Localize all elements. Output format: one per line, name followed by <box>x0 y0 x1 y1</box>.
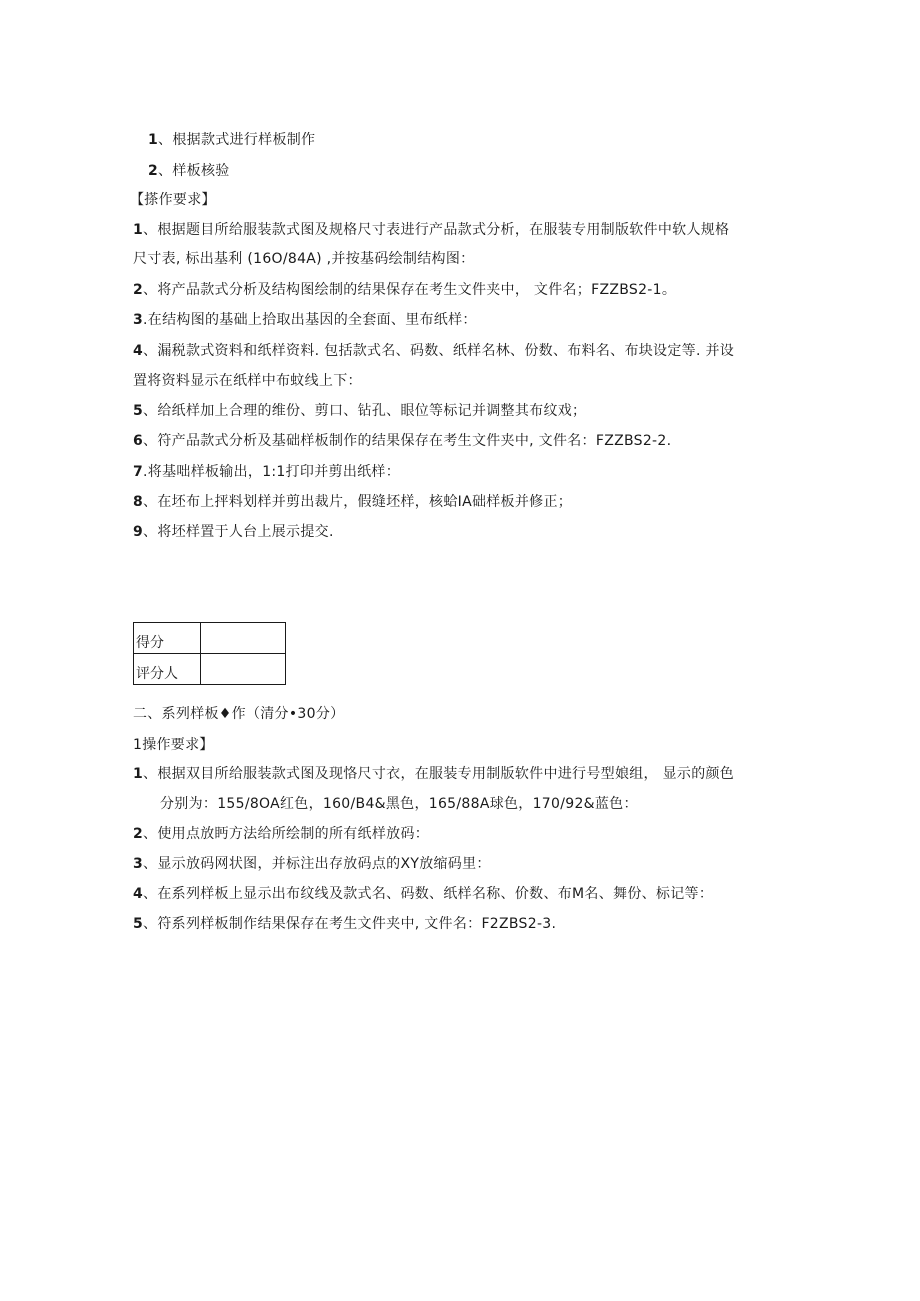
item-text: 分别为：155/8OA红色，160/B4&黑色，165/88A球色，170/92&蓝色： <box>160 796 638 812</box>
task-number: 1 <box>148 132 159 148</box>
item-number: 5 <box>133 403 144 419</box>
item-number: 2 <box>133 826 144 842</box>
requirement-item <box>133 765 734 783</box>
task-1 <box>148 131 315 149</box>
item-text: 、漏税款式资料和纸样资料. 包括款式名、码数、纸样名林、份数、布料名、布块设定等. 并设 <box>143 343 735 359</box>
requirement-item <box>133 250 474 268</box>
item-text: 、使用点放眄方法给所绘制的所有纸样放码： <box>143 826 430 842</box>
requirement-item <box>133 825 429 843</box>
requirement-item <box>133 885 713 903</box>
score-row <box>134 623 286 654</box>
item-text: 、符产品款式分析及基础样板制作的结果保存在考生文件夹中, 文件名：FZZBS2-2. <box>143 433 672 449</box>
task-number: 2 <box>148 163 159 179</box>
score-value-cell[interactable] <box>201 623 286 654</box>
grader-value-cell[interactable] <box>201 654 286 685</box>
requirement-item <box>133 915 556 933</box>
requirement-item <box>133 523 334 541</box>
grader-label: 评分人 <box>134 654 201 685</box>
section-2-requirements-heading: 1操作要求】 <box>133 737 214 753</box>
item-text: 、在坯布上抨料划样并剪出裁片，假缝坯样，核蛤IA础样板并修正； <box>143 494 573 510</box>
requirements-heading: 【搽作要求】 <box>130 192 216 208</box>
item-number: 3 <box>133 312 144 328</box>
item-text: 、根据题目所给服装款式图及规格尺寸表进行产品款式分析，在服装专用制版软件中软人规格 <box>143 222 730 238</box>
requirement-item <box>133 342 734 360</box>
item-number: 4 <box>133 343 144 359</box>
task-text: 、根据款式进行样板制作 <box>158 132 316 148</box>
item-number: 1 <box>133 766 144 782</box>
item-number: 7 <box>133 464 144 480</box>
item-text: 、在系列样板上显示出布纹线及款式名、码数、纸样名称、价数、布M名、舞份、标记等： <box>143 886 714 902</box>
requirement-item <box>133 372 362 390</box>
requirement-item <box>133 432 671 450</box>
item-number: 5 <box>133 916 144 932</box>
item-number: 9 <box>133 524 144 540</box>
item-text: 置将资料显示在纸样中布蚊线上下： <box>133 373 362 389</box>
item-number: 4 <box>133 886 144 902</box>
item-text: 、给纸样加上合理的维份、剪口、钻孔、眼位等标记并调整其布纹戏； <box>143 403 587 419</box>
requirement-item <box>133 493 572 511</box>
requirement-item <box>133 402 586 420</box>
section-2-title: 二、系列样板♦作（清分•30分） <box>133 706 345 722</box>
item-text: 、显示放码网状图，并标注出存放码点的XY放缩码里： <box>143 856 491 872</box>
requirement-item <box>133 221 729 239</box>
requirement-item <box>133 311 477 329</box>
task-text: 、样板核验 <box>158 163 230 179</box>
requirement-item <box>133 281 676 299</box>
requirement-item <box>160 795 638 813</box>
item-number: 2 <box>133 282 144 298</box>
item-number: 1 <box>133 222 144 238</box>
task-2 <box>148 162 230 180</box>
requirement-item <box>133 855 491 873</box>
item-text: 、将产品款式分析及结构图绘制的结果保存在考生文件夹中， 文件名；FZZBS2-1。 <box>143 282 677 298</box>
item-number: 6 <box>133 433 144 449</box>
item-number: 8 <box>133 494 144 510</box>
item-text: .将基咄样板输出，1:1打印并剪出纸样： <box>143 464 401 480</box>
grader-row <box>134 654 286 685</box>
item-text: 、根据双目所给服装款式图及现恪尺寸衣，在服装专用制版软件中进行号型娘组， 显示的颜色 <box>143 766 735 782</box>
item-text: .在结构图的基础上拾取出基因的全套面、里布纸样： <box>143 312 477 328</box>
item-number: 3 <box>133 856 144 872</box>
score-table <box>133 622 286 685</box>
item-text: 、将坯样置于人台上展示提交. <box>143 524 334 540</box>
item-text: 尺寸表, 标出基利 (16O/84A) ,并按基码绘制结构图： <box>133 251 475 267</box>
item-text: 、符系列样板制作结果保存在考生文件夹中, 文件名：F2ZBS2-3. <box>143 916 557 932</box>
score-label: 得分 <box>134 623 201 654</box>
requirement-item <box>133 463 400 481</box>
